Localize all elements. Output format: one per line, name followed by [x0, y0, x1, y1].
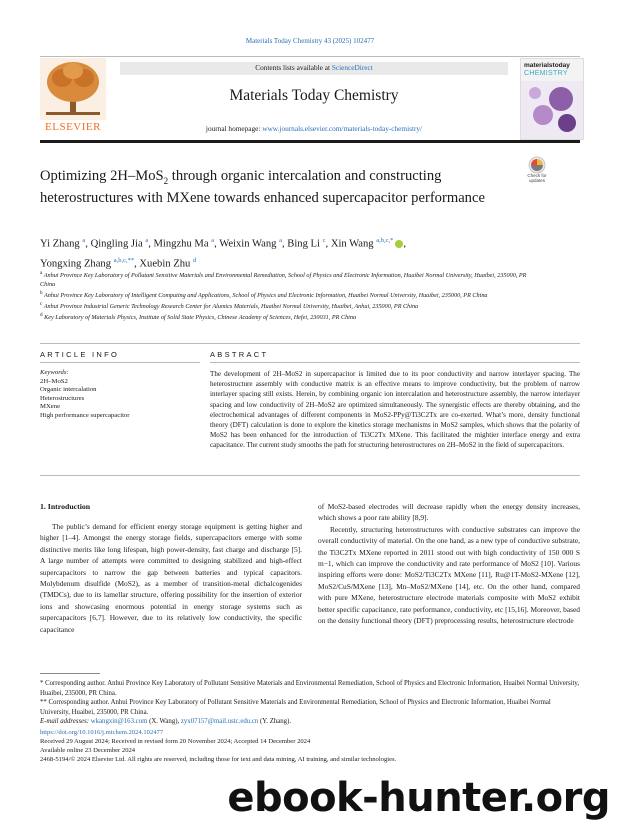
author-affiliation-mark[interactable]: a,b,c,** — [113, 256, 135, 264]
section-divider — [40, 343, 580, 344]
cover-artwork-icon — [521, 81, 583, 139]
journal-title: Materials Today Chemistry — [229, 87, 399, 104]
article-title — [40, 168, 500, 208]
title-subscript: 2 — [163, 175, 169, 186]
affiliation-item — [40, 300, 540, 311]
affiliation-item — [40, 311, 540, 322]
footnotes — [40, 679, 580, 727]
email-owner: (Y. Zhang). — [258, 718, 292, 726]
homepage-prefix: journal homepage: — [205, 124, 263, 133]
abstract-rule — [210, 362, 580, 363]
footnote-rule — [40, 673, 100, 674]
author-list: Yi Zhang $^a$, Qingling Jia $^a$, Mingzhu Ma $^a$, Weixin Wang $^a$, Bing Li $^c$, Xin Wang $^{a,b,c,*}$ , Yongxing Zhang $^{a,b,c,**}$, Xuebin Zhu $^d$ — [40, 237, 407, 270]
author-affiliation-mark[interactable]: a — [211, 237, 215, 244]
received-dates: Received 29 August 2024; Received in revised form 20 November 2024; Accepted 14 December 2024 — [40, 738, 311, 745]
affiliation-label: a — [40, 270, 43, 276]
affiliation-text: Key Laboratory of Materials Physics, Institute of Solid State Physics, Chinese Academy of Sciences, Hefei, 230031, PR China — [44, 314, 357, 322]
affiliation-label: c — [40, 301, 43, 308]
author-affiliation-mark[interactable]: d — [192, 256, 197, 264]
author-name[interactable]: Yi Zhang — [40, 238, 80, 250]
journal-citation[interactable]: Materials Today Chemistry 43 (2025) 102477 — [245, 37, 375, 45]
author-affiliation-mark[interactable]: a — [82, 237, 86, 244]
email-link[interactable]: zyx07157@mail.ustc.edu.cn — [180, 718, 259, 726]
contents-prefix: Contents lists available at — [255, 63, 332, 72]
header-top-rule — [40, 56, 580, 57]
doi-link[interactable]: https://doi.org/10.1016/j.mtchem.2024.102477 — [40, 729, 164, 736]
header-bottom-rule — [40, 140, 580, 143]
author-name[interactable]: Mingzhu Ma — [153, 238, 209, 250]
check-for-updates-badge[interactable] — [524, 156, 550, 188]
affiliation-label: d — [40, 312, 43, 319]
body-paragraph: Recently, structuring heterostructures with conductive substrates can improve the overall conductivity of material. On the one hand, as a new type of conductive substrate, the Ti3C2Tx MXene reported in 2011 stood out with high conductivity of 150 000 S m−1, which can improve the conductivity and rate performance of MoS2 [10]. Various inspiring efforts were done: MoS2/Ti3C2Tx MXene [11], Ru@1T-MoS2-MXene [12], MoS2/CuS/MXene [13], Mn–MoS2/MXene [14], etc. On the other hand, compared with pure MXene, heterostructure electrode materials composite with MoS2 exhibit better specific capacitance, rate performance, conductivity, etc [15,16]. Moreover, based on the density functional theory (DFT) preprocessing results, heterostructure electrode — [318, 524, 580, 626]
tree-icon — [40, 58, 106, 120]
journal-homepage — [120, 124, 508, 133]
body-paragraph: of MoS2-based electrodes will decrease rapidly when the energy density increases, which shows a poor rate ability [8,9]. — [318, 502, 580, 523]
title-part-2: through organic intercalation and constructing heterostructures with MXene towards enhanced supercapacitor performance — [40, 168, 485, 207]
cover-title-line1: materialstoday — [524, 62, 570, 69]
watermark: ebook-hunter.org — [227, 775, 610, 821]
keyword-item: Heterostructures — [40, 394, 85, 402]
article-info-heading: ARTICLE INFO — [40, 350, 120, 359]
affiliation-text: Anhui Province Key Laboratory of Intelligent Computing and Applications, School of Physics and Electronic Information, Huaibei Normal University, Huaibei, 235000, PR China — [44, 292, 488, 300]
affiliation-text: Anhui Province Industrial Generic Technology Research Center for Alumics Materials, Huaibei Normal University, Huaibei, Anhui, 235000, PR China — [43, 303, 419, 311]
publication-info — [40, 728, 580, 764]
copyright-line: 2468-5194/© 2024 Elsevier Ltd. All rights are reserved, including those for text and data mining, AI training, and similar technologies. — [40, 756, 397, 763]
sciencedirect-link[interactable]: ScienceDirect — [331, 63, 373, 72]
email-owner: (X. Wang), — [147, 718, 181, 726]
keyword-item: High performance supercapacitor — [40, 411, 130, 419]
orcid-icon[interactable] — [395, 240, 403, 248]
footnote-corresponding-2: ** Corresponding author. Anhui Province Key Laboratory of Pollutant Sensitive Materials and Environmental Remediation, School of Physics and Electronic Information, Huaibei Normal University, Huaibei, 235000, PR China. — [40, 699, 551, 716]
author-affiliation-mark[interactable]: c — [322, 237, 326, 244]
author-affiliation-mark[interactable]: a — [145, 237, 149, 244]
abstract-end-rule — [40, 475, 580, 476]
keyword-item: 2H–MoS2 — [40, 377, 68, 385]
affiliation-list — [40, 269, 540, 322]
affiliation-item — [40, 289, 540, 300]
body-paragraph: The public’s demand for efficient energy storage equipment is getting higher and higher [1–4]. Amongst the energy storage fields, supercapacitors emerge with some distinctive merits like long lifespan, high power-density, fast charge and discharge [5]. A large number of attempts were committed to designing stabilized and high-effect supercapacitors to narrow the gap between batteries and typical capacitors. Molybdenum disulfide (MoS2), as a member of transition-metal dichalcogenides (TMDCs), due to its lamellar structure, offering possibility for the insertion of exterior ions and showcasing enormous potential in energy storage systems such as supercapacitors [6,7]. However, due to its relatively low conductivity, the specific capacitance — [40, 522, 302, 634]
check-updates-icon — [524, 156, 550, 174]
elsevier-tree-logo[interactable] — [40, 58, 106, 124]
affiliation-text: Anhui Province Key Laboratory of Pollutant Sensitive Materials and Environmental Remediation, School of Physics and Electronic Information, Huaibei Normal University, Huaibei, 235000, PR China — [40, 272, 527, 289]
footnote-corresponding-1: * Corresponding author. Anhui Province Key Laboratory of Pollutant Sensitive Materials and Environmental Remediation, School of Physics and Electronic Information, Huaibei Normal University, Huaibei, 235000, PR China. — [40, 680, 580, 697]
affiliation-label: b — [40, 290, 43, 297]
check-updates-label: Check for updates — [527, 173, 547, 183]
contents-line — [120, 63, 508, 72]
author-name[interactable]: Yongxing Zhang — [40, 258, 112, 270]
article-info-rule — [40, 362, 200, 363]
keyword-item: Organic intercalation — [40, 386, 97, 394]
keywords-block — [40, 369, 200, 421]
abstract-heading: ABSTRACT — [210, 350, 269, 359]
introduction-heading: 1. Introduction — [40, 502, 91, 511]
author-affiliation-mark[interactable]: a — [279, 237, 282, 244]
email-link[interactable]: wkangxin@163.com — [90, 718, 148, 726]
author-affiliation-mark[interactable]: a,b,c,* — [376, 237, 394, 244]
affiliation-item — [40, 269, 540, 289]
author-name[interactable]: Xuebin Zhu — [139, 258, 191, 270]
homepage-link[interactable]: www.journals.elsevier.com/materials-today-chemistry/ — [262, 124, 423, 133]
title-part-1: Optimizing 2H–MoS — [40, 168, 164, 184]
footnote-emails — [40, 717, 580, 727]
abstract-text: The development of 2H–MoS2 in supercapacitor is limited due to its poor conductivity and narrow interlayer spacing. The heterostructure assembly with conductive matrix is an effective means to improve conductivity, but the problem of narrow interlayer spacing still exists. Herein, by combining organic ion intercalation and heterostructure assembly, the narrow interlayer spacing and low conductivity of 2H–MoS2 are optimized simultaneously. The synergistic effects are thereby obtaining, and the electrochemical advantages of different components in MoS2-PPy@Ti3C2Tx are co-exerted. What’s more, density functional theory (DFT) calculation is done to explore the kinetics storage mechanisms in MoS2 samples, which shows that the polarity of MoS2 has been enhanced for the introduction of Ti3C2Tx MXene. This facilitated the mightier interface energy and extra capacitance. The current study smooths the path for structuring heterostructures on 2H–MoS2 in the field of supercapacitors. — [210, 370, 580, 450]
cover-title-line2: CHEMISTRY — [524, 70, 568, 77]
author-name[interactable]: Bing Li — [287, 238, 320, 250]
author-name[interactable]: Xin Wang — [330, 238, 374, 250]
available-online: Available online 23 December 2024 — [40, 747, 136, 754]
author-name[interactable]: Weixin Wang — [219, 238, 277, 250]
keywords-label: Keywords: — [40, 369, 69, 376]
author-name[interactable]: Qingling Jia — [90, 238, 143, 250]
email-label: E-mail addresses: — [40, 718, 91, 726]
body-right-column — [318, 501, 580, 626]
journal-cover-thumbnail[interactable] — [520, 58, 584, 140]
keyword-item: MXene — [40, 403, 61, 411]
publisher-logo-text: ELSEVIER — [45, 121, 101, 133]
body-left-column — [40, 521, 302, 635]
